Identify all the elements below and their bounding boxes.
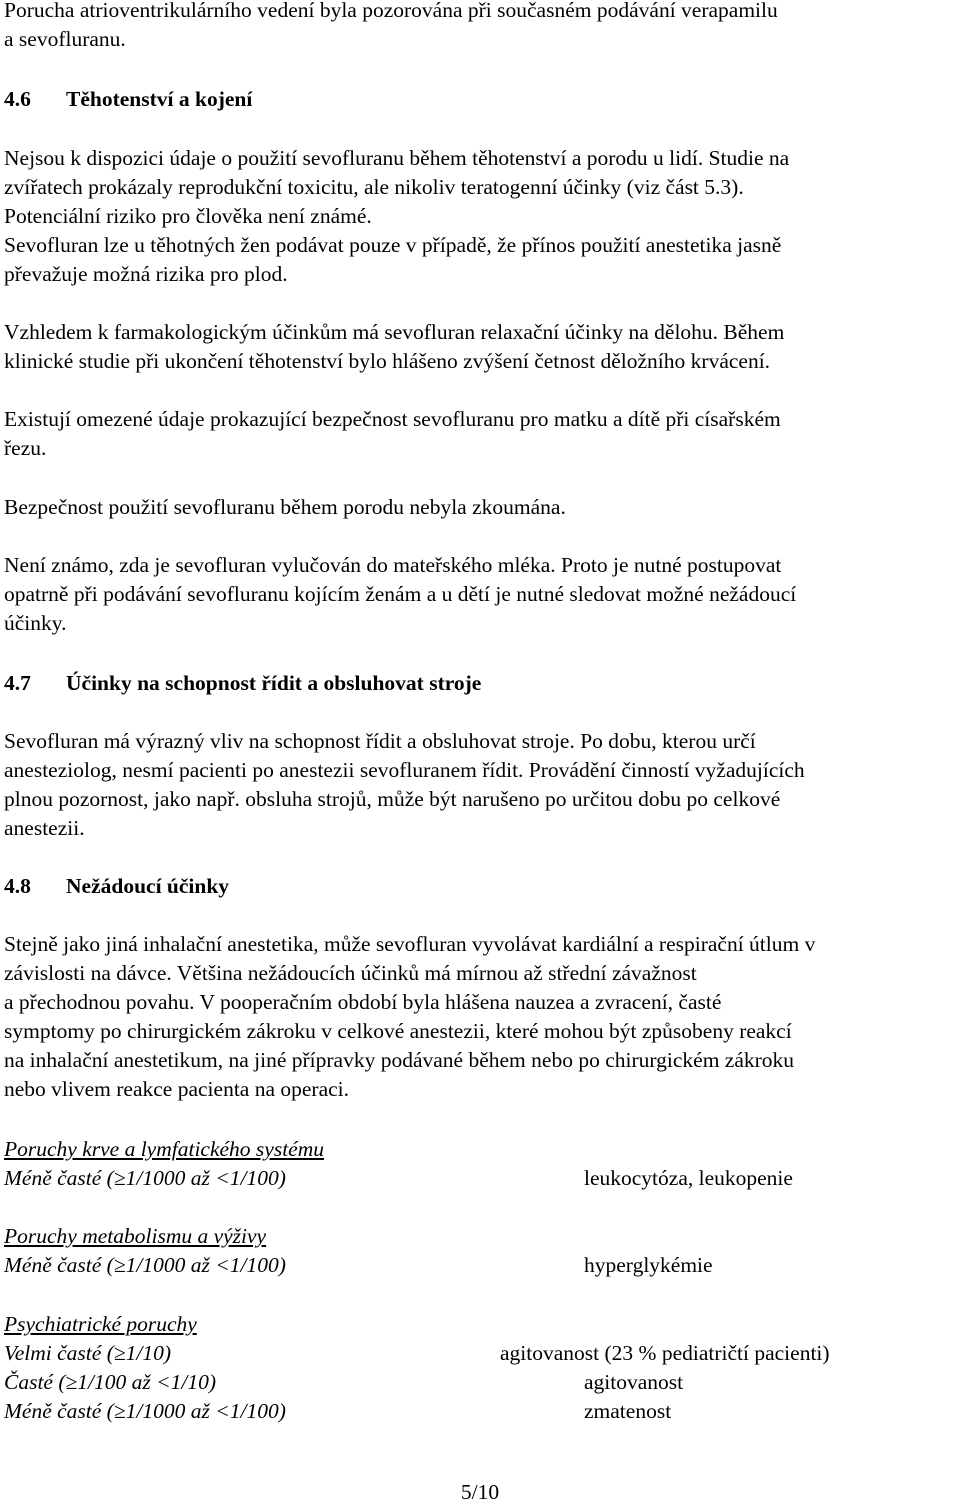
paragraph-line: na inhalační anestetikum, na jiné přípravky podávané během nebo po chirurgickém zákroku	[4, 1048, 795, 1072]
paragraph-line: Stejně jako jiná inhalační anestetika, může sevofluran vyvolávat kardiální a respirační útlum v	[4, 932, 816, 956]
paragraph-line: a přechodnou povahu. V pooperačním období byla hlášena nauzea a zvracení, časté	[4, 990, 722, 1014]
paragraph-line: účinky.	[4, 611, 67, 635]
paragraph-line: Není známo, zda je sevofluran vylučován do mateřského mléka. Proto je nutné postupovat	[4, 553, 782, 577]
paragraph-line: Sevofluran lze u těhotných žen podávat pouze v případě, že přínos použití anestetika jasně	[4, 233, 782, 257]
paragraph-line: opatrně při podávání sevofluranu kojícím ženám a u dětí je nutné sledovat možné nežádoucí	[4, 582, 797, 606]
adverse-effect: hyperglykémie	[584, 1253, 713, 1277]
section-number: 4.8	[4, 874, 31, 898]
paragraph-line: Sevofluran má výrazný vliv na schopnost řídit a obsluhovat stroje. Po dobu, kterou určí	[4, 729, 756, 753]
section-number: 4.6	[4, 87, 31, 111]
paragraph-line: klinické studie při ukončení těhotenství bylo hlášeno zvýšení četnost děložního krvácení.	[4, 349, 771, 373]
paragraph-line: nebo vlivem reakce pacienta na operaci.	[4, 1077, 350, 1101]
adverse-effect: agitovanost	[584, 1370, 684, 1394]
soc-heading-metabolism: Poruchy metabolismu a výživy	[4, 1224, 267, 1248]
page-number: 5/10	[460, 1480, 500, 1504]
paragraph-line: plnou pozornost, jako např. obsluha strojů, může být narušeno po určitou dobu po celkové	[4, 787, 781, 811]
frequency-label: Časté (≥1/100 až <1/10)	[4, 1370, 217, 1394]
paragraph-line: Vzhledem k farmakologickým účinkům má sevofluran relaxační účinky na dělohu. Během	[4, 320, 785, 344]
paragraph-line: anesteziolog, nesmí pacienti po anestezii sevofluranem řídit. Provádění činností vyžadujících	[4, 758, 805, 782]
frequency-label: Méně časté (≥1/1000 až <1/100)	[4, 1399, 286, 1423]
paragraph-line: Existují omezené údaje prokazující bezpečnost sevofluranu pro matku a dítě při císařském	[4, 407, 781, 431]
section-title: Nežádoucí účinky	[66, 874, 230, 898]
frequency-label: Méně časté (≥1/1000 až <1/100)	[4, 1166, 286, 1190]
paragraph-line: Porucha atrioventrikulárního vedení byla pozorována při současném podávání verapamilu	[4, 0, 778, 22]
frequency-label: Méně časté (≥1/1000 až <1/100)	[4, 1253, 286, 1277]
section-heading-4-8	[4, 872, 229, 901]
paragraph-line: symptomy po chirurgickém zákroku v celkové anestezii, které mohou být způsobeny reakcí	[4, 1019, 792, 1043]
adverse-effect: leukocytóza, leukopenie	[584, 1166, 793, 1190]
section-number: 4.7	[4, 671, 31, 695]
section-title: Účinky na schopnost řídit a obsluhovat stroje	[66, 671, 482, 695]
section-title: Těhotenství a kojení	[66, 87, 253, 111]
frequency-label: Velmi časté (≥1/10)	[4, 1341, 172, 1365]
paragraph-line: převažuje možná rizika pro plod.	[4, 262, 288, 286]
paragraph-line: a sevofluranu.	[4, 27, 126, 51]
section-heading-4-7	[4, 669, 481, 698]
paragraph-line: závislosti na dávce. Většina nežádoucích účinků má mírnou až střední závažnost	[4, 961, 697, 985]
paragraph-line: Bezpečnost použití sevofluranu během porodu nebyla zkoumána.	[4, 495, 566, 519]
soc-heading-psychiatric: Psychiatrické poruchy	[4, 1312, 197, 1336]
adverse-effect: zmatenost	[584, 1399, 672, 1423]
soc-heading-blood: Poruchy krve a lymfatického systému	[4, 1137, 324, 1161]
paragraph-line: Nejsou k dispozici údaje o použití sevofluranu během těhotenství a porodu u lidí. Studie na	[4, 146, 790, 170]
paragraph-line: řezu.	[4, 436, 47, 460]
paragraph-line: Potenciální riziko pro člověka není známé.	[4, 204, 372, 228]
adverse-effect: agitovanost (23 % pediatričtí pacienti)	[500, 1341, 830, 1365]
paragraph-line: zvířatech prokázaly reprodukční toxicitu, ale nikoliv teratogenní účinky (viz část 5.3).	[4, 175, 744, 199]
section-heading-4-6	[4, 85, 252, 114]
paragraph-line: anestezii.	[4, 816, 85, 840]
